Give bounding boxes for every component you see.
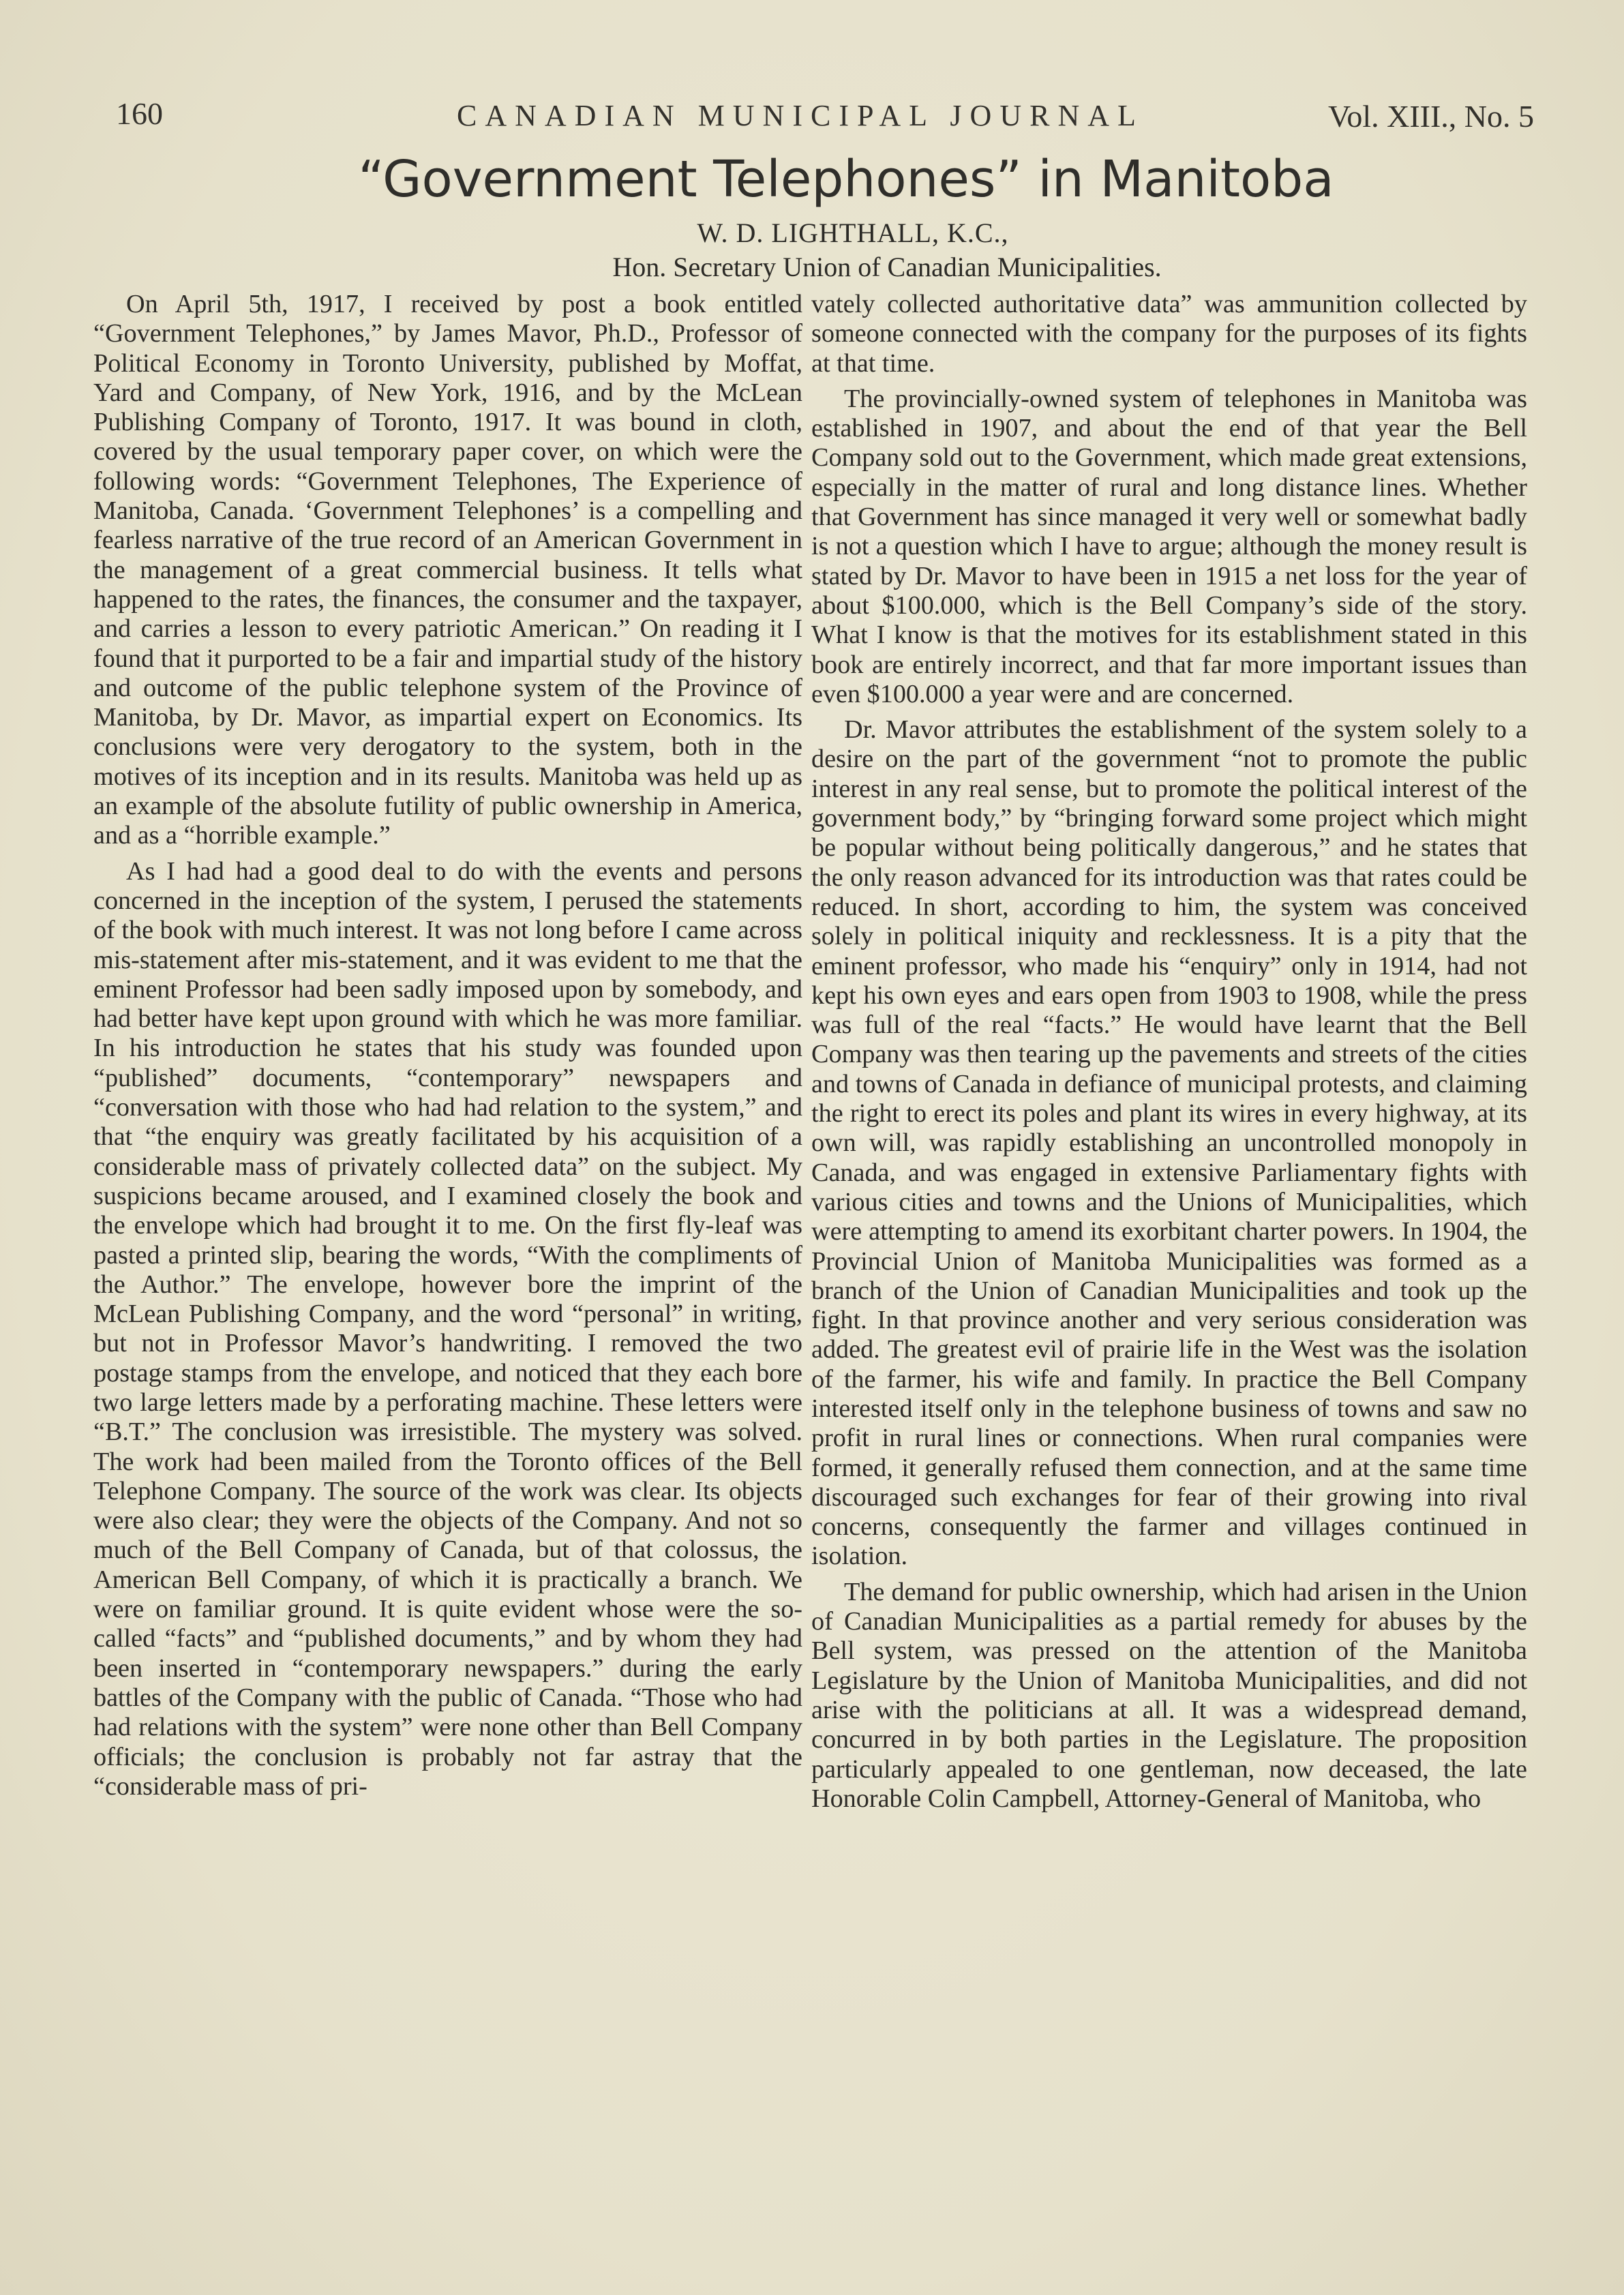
paragraph: On April 5th, 1917, I received by post a book entitled “Government Telephones,” by James Mavor, Ph.D., Professor of Political Economy in Toronto University, published by Moffat, Yard and Company, of New York, 1916, and by the McLean Publishing Company of Toronto, 1917. It was bound in cloth, covered by the usual temporary paper cover, on which were the following words: “Government Telephones, The Experience of Manitoba, Canada. ‘Government Telephones’ is a compelling and fearless narrative of the true record of an American Government in the management of a great commercial business. It tells what happened to the rates, the finances, the consumer and the taxpayer, and carries a lesson to every patriotic American.” On reading it I found that it purported to be a fair and impartial study of the history and outcome of the public telephone system of the Province of Manitoba, by Dr. Mavor, as impartial expert on Economics. Its conclusions were very derogatory to the system, both in the motives of its inception and in its results. Manitoba was held up as an example of the absolute futility of public ownership in America, and as a “horrible example.” [93,290,802,850]
right-column [811,290,1527,2253]
paragraph-continued: vately collected authoritative data” was ammunition collected by someone connected with the company for the purposes of its fights at that time. [811,290,1527,378]
journal-name: CANADIAN MUNICIPAL JOURNAL [457,99,1144,132]
running-header [116,95,1534,143]
volume-number: Vol. XIII., No. 5 [1328,99,1534,134]
page-number: 160 [116,96,163,131]
paragraph: Dr. Mavor attributes the establishment of the system solely to a desire on the part of the government “not to promote the public interest in any real sense, but to promote the political interest of the government body,” by “bringing forward some project which might be popular without being politically dangerous,” and he states that the only reason advanced for its introduction was that rates could be reduced. In short, according to him, the system was conceived solely in political iniquity and recklessness. It is a pity that the eminent professor, who made his “enquiry” only in 1914, had not kept his own eyes and ears open from 1903 to 1908, while the press was full of the real “facts.” He would have learnt that the Bell Company was then tearing up the pavements and streets of the cities and towns of Canada in defiance of municipal protests, and claiming the right to erect its poles and plant its wires in every highway, at its own will, was rapidly establishing an uncontrolled monopoly in Canada, and was engaged in extensive Parliamentary fights with various cities and towns and the Unions of Municipalities, which were attempting to amend its exorbitant charter powers. In 1904, the Provincial Union of Manitoba Municipalities was formed as a branch of the Union of Canadian Municipalities and took up the fight. In that province another and very serious consideration was added. The greatest evil of prairie life in the West was the isolation of the farmer, his wife and family. In practice the Bell Company interested itself only in the telephone business of towns and saw no profit in rural lines or connections. When rural companies were formed, it generally refused them connection, and at the same time discouraged such exchanges for fear of their growing into rival concerns, consequently the farmer and villages continued in isolation. [811,715,1527,1571]
paragraph: The demand for public ownership, which had arisen in the Union of Canadian Municipalities as a partial remedy for abuses by the Bell system, was pressed on the attention of the Manitoba Legislature by the Union of Manitoba Municipalities, and did not arise with the politicians at all. It was a widespread demand, concurred in by both parties in the Legislature. The proposition particularly appealed to one gentleman, now deceased, the late Honorable Colin Campbell, Attorney-General of Manitoba, who [811,1577,1527,1813]
paragraph: The provincially-owned system of telephones in Manitoba was established in 1907, and about the end of that year the Bell Company sold out to the Government, which made great extensions, especially in the matter of rural and long distance lines. Whether that Government has since managed it very well or somewhat badly is not a question which I have to argue; although the money result is stated by Dr. Mavor to have been in 1915 a net loss for the year of about $100.000, which is the Bell Company’s side of the story. What I know is that the motives for its establishment stated in this book are entirely incorrect, and that far more important issues than even $100.000 a year were and are concerned. [811,384,1527,708]
left-column [93,290,802,2253]
article-title: “Government Telephones” in Manitoba [358,150,1334,209]
paragraph: As I had had a good deal to do with the events and persons concerned in the inception of the system, I perused the statements of the book with much interest. It was not long before I came across mis-statement after mis-statement, and it was evident to me that the eminent Professor had been sadly imposed upon by somebody, and had better have kept upon ground with which he was more familiar. In his introduction he states that his study was founded upon “published” documents, “contemporary” newspapers and “conversation with those who had had relation to the system,” and that “the enquiry was greatly facilitated by his acquisition of a considerable mass of privately collected data” on the subject. My suspicions became aroused, and I examined closely the book and the envelope which had brought it to me. On the first fly-leaf was pasted a printed slip, bearing the words, “With the compliments of the Author.” The envelope, however bore the imprint of the McLean Publishing Company, and the word “personal” in writing, but not in Professor Mavor’s handwriting. I removed the two postage stamps from the envelope, and noticed that they each bore two large letters made by a perforating machine. These letters were “B.T.” The conclusion was irresistible. The mystery was solved. The work had been mailed from the Toronto offices of the Bell Telephone Company. The source of the work was clear. Its objects were also clear; they were the objects of the Company. And not so much of the Bell Company of Canada, but of that colossus, the American Bell Company, of which it is practically a branch. We were on familiar ground. It is quite evident whose were the so-called “facts” and “published documents,” and by whom they had been inserted in “contemporary newspapers.” during the early battles of the Company with the public of Canada. “Those who had had relations with the system” were none other than Bell Company officials; the conclusion is probably not far astray that the “considerable mass of pri- [93,856,802,1801]
author-affiliation: Hon. Secretary Union of Canadian Municipalities. [612,252,1162,282]
article-author: W. D. LIGHTHALL, K.C., [697,217,1009,248]
